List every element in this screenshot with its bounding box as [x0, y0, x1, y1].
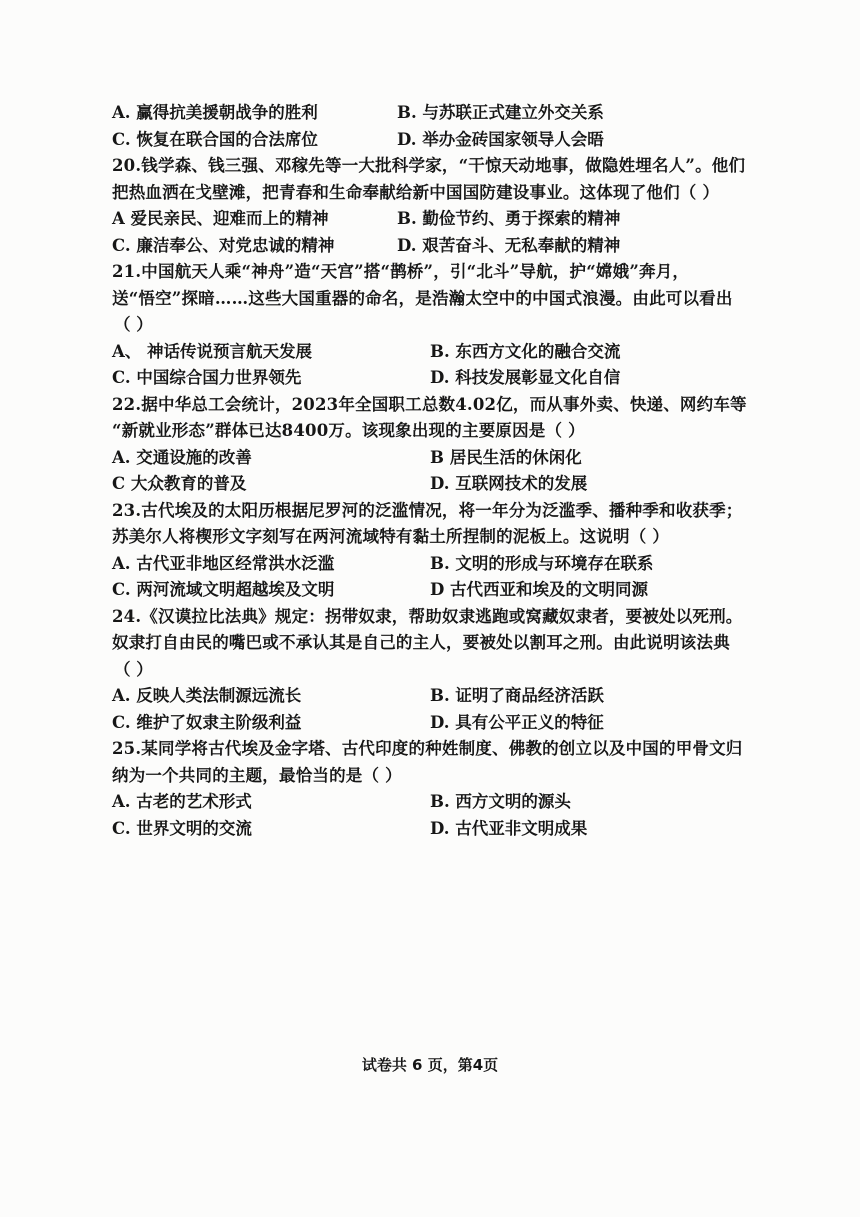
q23-option-b: B. 文明的形成与环境存在联系 — [430, 553, 654, 573]
q23-options-row-1 — [112, 551, 802, 578]
q21-option-c: C. 中国综合国力世界领先 — [112, 368, 302, 387]
q24-option-d: D. 具有公平正义的特征 — [430, 712, 604, 732]
q19-options-row-1 — [112, 100, 802, 127]
q23-options-row-2 — [112, 577, 802, 604]
q22-option-b: B 居民生活的休闲化 — [430, 447, 582, 467]
q19-options-row-2 — [112, 127, 802, 154]
q24-option-c: C. 维护了奴隶主阶级利益 — [112, 712, 302, 732]
q22-options-row-1 — [112, 445, 802, 472]
q24-option-b: B. 证明了商品经济活跃 — [430, 686, 604, 705]
q23-option-c: C. 两河流域文明超越埃及文明 — [112, 580, 335, 599]
q21-options-row-1 — [112, 339, 802, 366]
q24-options-row-1 — [112, 683, 802, 710]
q22-stem-line-1: 22.据中华总工会统计，2023年全国职工总数4.02亿，而从事外卖、快递、网约车等 — [112, 394, 747, 414]
q21-answer-paren: （ ） — [114, 315, 153, 334]
q20-option-b: B. 勤俭节约、勇于探索的精神 — [397, 209, 621, 228]
q20-options-row-2 — [112, 233, 802, 260]
q19-option-d: D. 举办金砖国家领导人会晤 — [397, 129, 604, 149]
q20-option-c: C. 廉洁奉公、对党忠诚的精神 — [112, 235, 335, 255]
q20-stem-line-1: 20.钱学森、钱三强、邓稼先等一大批科学家，“干惊天动地事，做隐姓埋名人”。他们 — [112, 156, 746, 175]
q25-option-a: A. 古老的艺术形式 — [112, 792, 252, 811]
q24-option-a: A. 反映人类法制源远流长 — [112, 686, 302, 705]
q24-stem-line-1: 24.《汉谟拉比法典》规定：拐带奴隶，帮助奴隶逃跑或窝藏奴隶者，要被处以死刑。 — [112, 606, 743, 626]
page-footer: 试卷共 6 页，第4页 — [361, 1056, 499, 1074]
q23-option-a: A. 古代亚非地区经常洪水泛滥 — [112, 553, 335, 573]
q25-options-row-2 — [112, 816, 802, 843]
q25-option-c: C. 世界文明的交流 — [112, 818, 252, 838]
q25-option-b: B. 西方文明的源头 — [430, 792, 571, 811]
q23-option-d: D 古代西亚和埃及的文明同源 — [430, 580, 649, 599]
q22-stem-line-2: “新就业形态”群体已达8400万。该现象出现的主要原因是（ ） — [112, 421, 585, 440]
q25-option-d: D. 古代亚非文明成果 — [430, 818, 588, 838]
q22-option-d: D. 互联网技术的发展 — [430, 474, 588, 493]
q20-option-d: D. 艰苦奋斗、无私奉献的精神 — [397, 235, 621, 255]
q22-options-row-2 — [112, 471, 802, 498]
q23-stem-line-1: 23.古代埃及的太阳历根据尼罗河的泛滥情况，将一年分为泛滥季、播种季和收获季； — [112, 500, 743, 520]
q21-options-row-2 — [112, 365, 802, 392]
q21-option-a: A、 神话传说预言航天发展 — [112, 341, 313, 361]
q19-option-c: C. 恢复在联合国的合法席位 — [112, 129, 318, 149]
q21-option-b: B. 东西方文化的融合交流 — [430, 341, 621, 361]
question-list — [112, 100, 802, 842]
q24-options-row-2 — [112, 710, 802, 737]
q21-stem-line-1: 21.中国航天人乘“神舟”造“天宫”搭“鹊桥”，引“北斗”导航，护“嫦娥”奔月， — [112, 262, 690, 281]
q21-stem-line-2: 送“悟空”探暗……这些大国重器的命名，是浩瀚太空中的中国式浪漫。由此可以看出 — [112, 288, 733, 308]
q20-option-a: A 爱民亲民、迎难而上的精神 — [112, 209, 329, 228]
q22-option-a: A. 交通设施的改善 — [112, 447, 252, 467]
q24-answer-paren: （ ） — [114, 659, 153, 679]
q22-option-c: C 大众教育的普及 — [112, 474, 247, 493]
q21-option-d: D. 科技发展彰显文化自信 — [430, 368, 621, 387]
q19-option-b: B. 与苏联正式建立外交关系 — [397, 103, 604, 122]
q23-stem-line-2: 苏美尔人将楔形文字刻写在两河流域特有黏土所捏制的泥板上。这说明（ ） — [112, 527, 670, 546]
q25-stem-line-1: 25.某同学将古代埃及金字塔、古代印度的种姓制度、佛教的创立以及中国的甲骨文归 — [112, 739, 743, 758]
q25-stem-line-2: 纳为一个共同的主题，最恰当的是（ ） — [112, 765, 402, 785]
q20-stem-line-2: 把热血洒在戈壁滩，把青春和生命奉献给新中国国防建设事业。这体现了他们（ ） — [112, 182, 720, 202]
q25-options-row-1 — [112, 789, 802, 816]
q20-options-row-1 — [112, 206, 802, 233]
q24-stem-line-2: 奴隶打自由民的嘴巴或不承认其是自己的主人，要被处以割耳之刑。由此说明该法典 — [112, 633, 730, 652]
q19-option-a: A. 赢得抗美援朝战争的胜利 — [112, 103, 318, 122]
